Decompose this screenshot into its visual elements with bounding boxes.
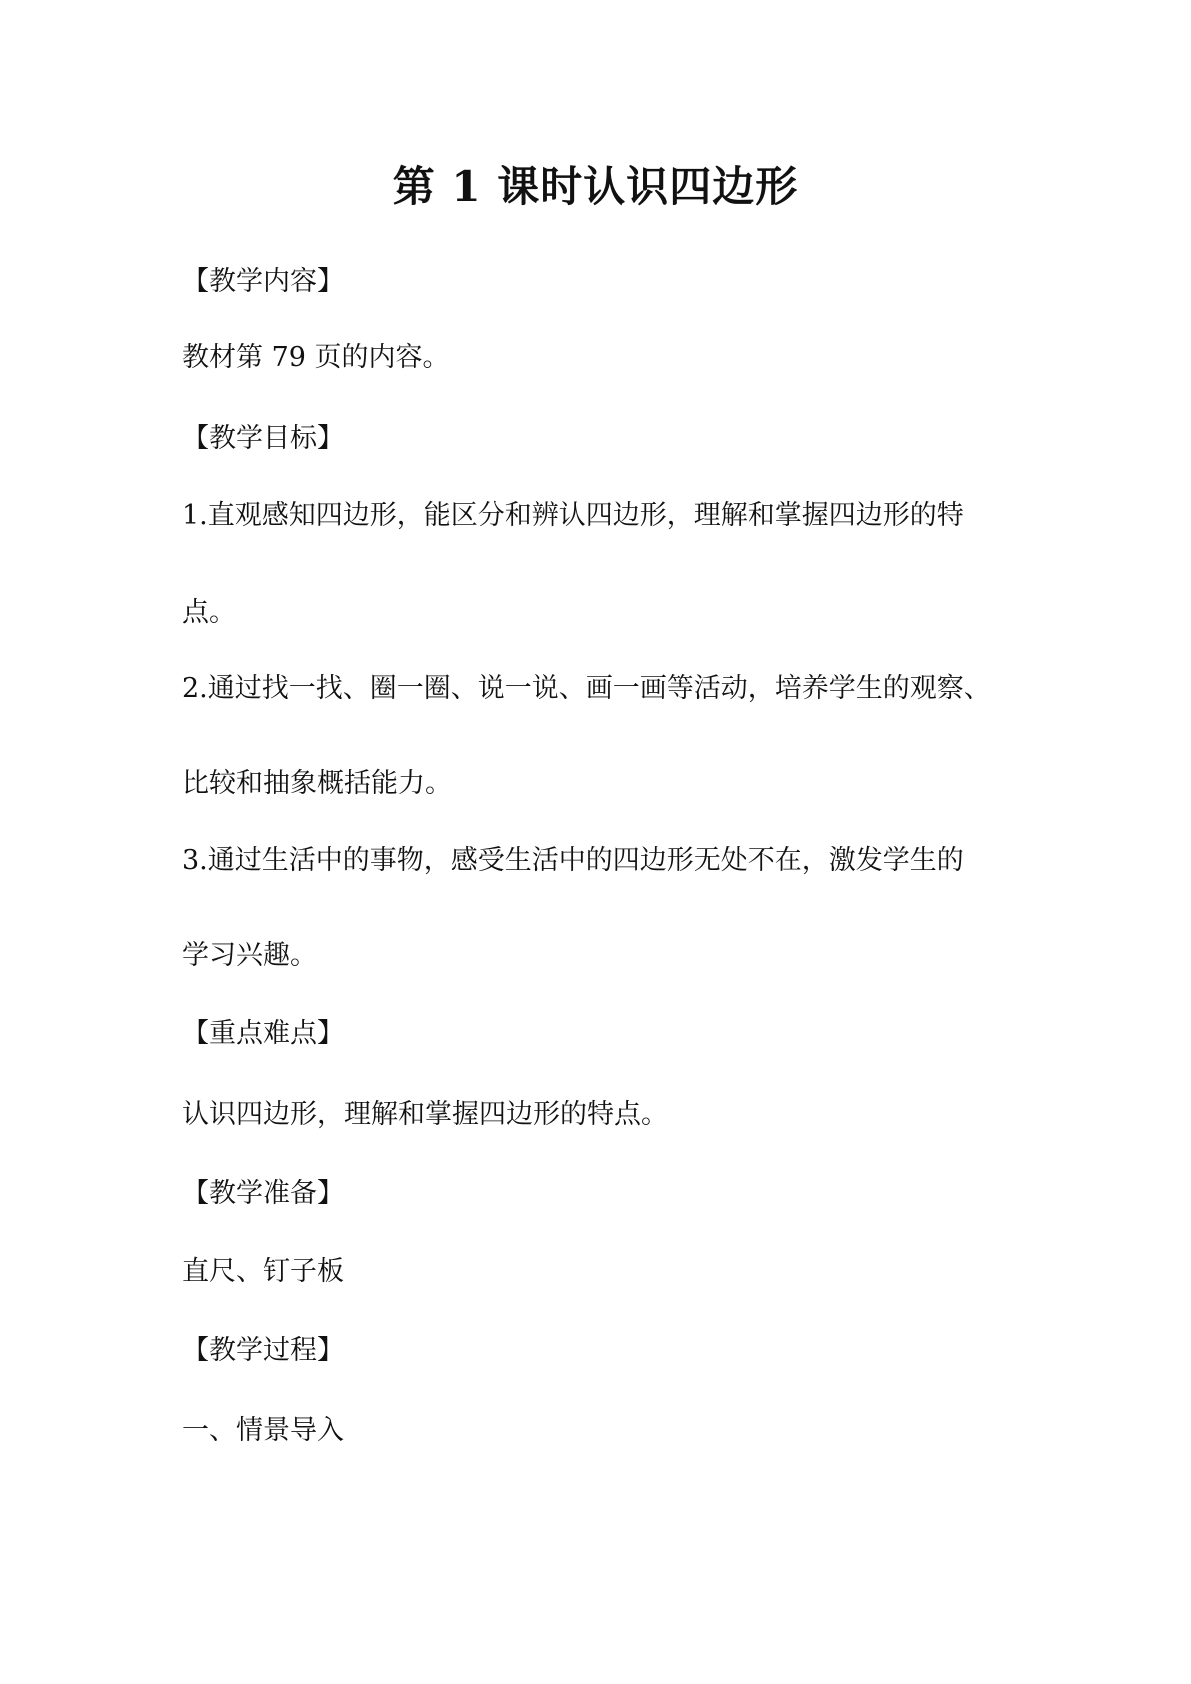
section-heading-teaching-content: 【教学内容】 [182, 266, 344, 297]
section-heading-teaching-goals: 【教学目标】 [182, 423, 344, 454]
paragraph: 认识四边形，理解和掌握四边形的特点。 [182, 1099, 668, 1130]
paragraph: 1.直观感知四边形，能区分和辨认四边形，理解和掌握四边形的特 [182, 500, 964, 531]
paragraph: 一、情景导入 [182, 1415, 344, 1446]
paragraph: 2.通过找一找、圈一圈、说一说、画一画等活动，培养学生的观察、 [182, 673, 991, 704]
paragraph: 教材第 79 页的内容。 [182, 342, 450, 373]
paragraph: 3.通过生活中的事物，感受生活中的四边形无处不在，激发学生的 [182, 845, 964, 876]
paragraph: 学习兴趣。 [182, 940, 317, 971]
paragraph: 比较和抽象概括能力。 [182, 768, 452, 799]
section-heading-process: 【教学过程】 [182, 1335, 344, 1366]
paragraph: 点。 [182, 597, 236, 628]
section-heading-preparation: 【教学准备】 [182, 1178, 344, 1209]
page-title: 第 1 课时认识四边形 [392, 162, 799, 211]
section-heading-key-points: 【重点难点】 [182, 1018, 344, 1049]
paragraph: 直尺、钉子板 [182, 1256, 344, 1287]
